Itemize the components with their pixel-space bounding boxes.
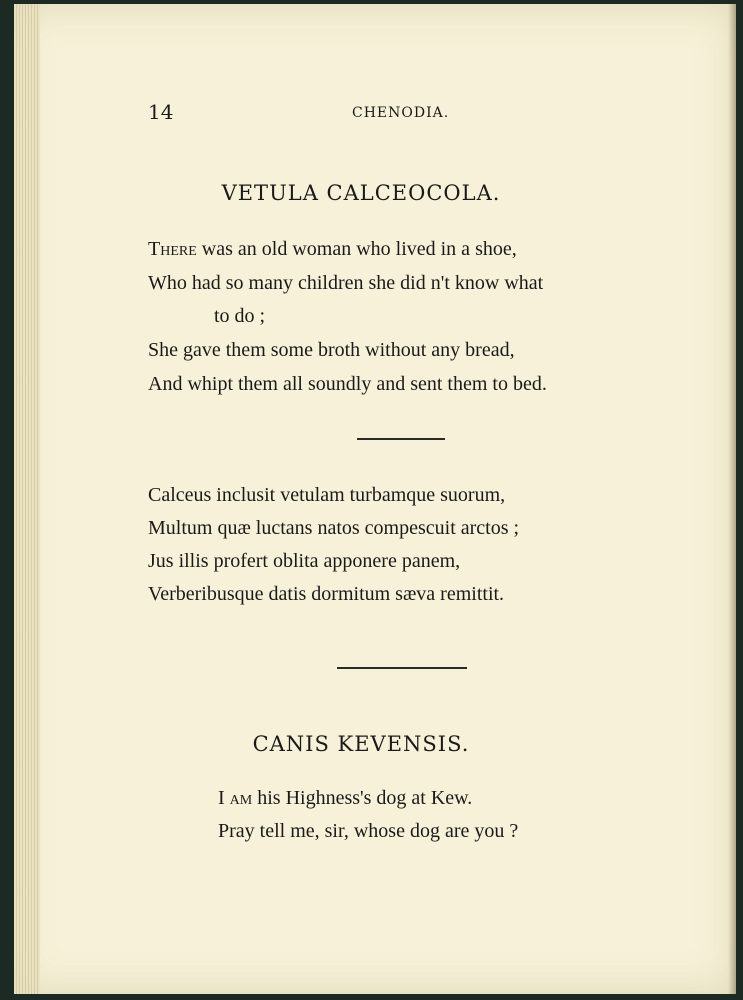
running-title: CHENODIA. — [352, 105, 450, 121]
canis-line-1: I am his Highness's dog at Kew. — [218, 787, 473, 809]
english-line-5: And whipt them all soundly and sent them to bed. — [148, 373, 547, 395]
section-rule — [357, 438, 445, 440]
english-line-3: to do ; — [214, 305, 266, 327]
poem-title-canis: CANIS KEVENSIS. — [252, 732, 470, 756]
binding-shadow — [728, 4, 736, 994]
latin-line-1: Calceus inclusit vetulam turbamque suorum, — [148, 484, 506, 506]
latin-line-4: Verberibusque datis dormitum sæva remittit. — [148, 583, 505, 605]
english-line-1: There was an old woman who lived in a shoe, — [148, 238, 517, 260]
english-line-2: Who had so many children she did n't know what — [148, 272, 544, 294]
drop-word: There — [148, 238, 197, 260]
book-page — [14, 4, 736, 994]
latin-line-3: Jus illis profert oblita apponere panem, — [148, 550, 461, 572]
canis-line-2: Pray tell me, sir, whose dog are you ? — [218, 820, 519, 842]
latin-line-2: Multum quæ luctans natos compescuit arctos ; — [148, 517, 520, 539]
page-number: 14 — [148, 100, 174, 124]
poem-title-vetula: VETULA CALCEOCOLA. — [221, 181, 501, 205]
page-edge — [14, 4, 40, 994]
poem-divider — [337, 667, 467, 669]
english-line-4: She gave them some broth without any bread, — [148, 339, 515, 361]
